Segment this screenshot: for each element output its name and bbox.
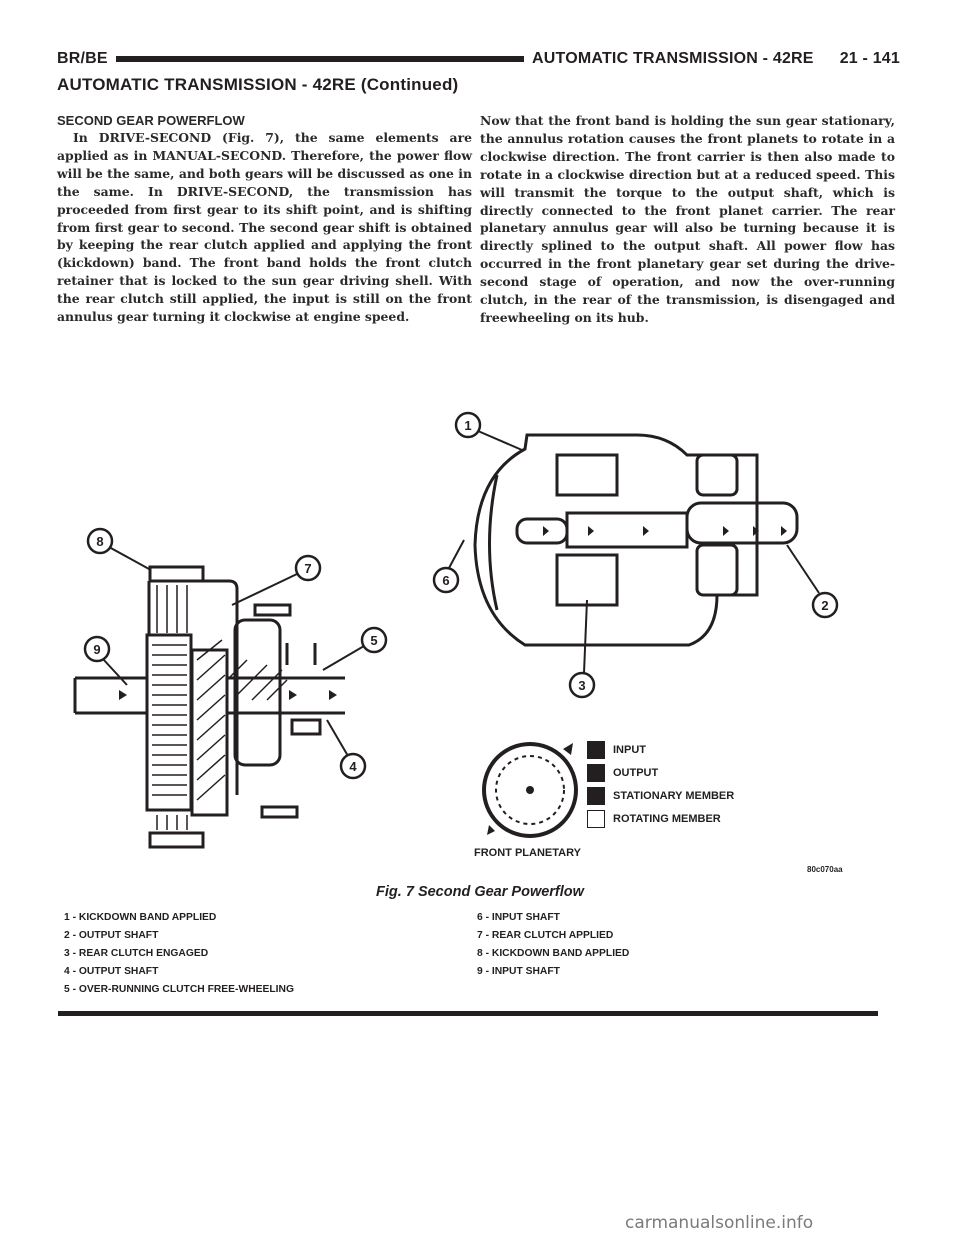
- legend-item-stationary: STATIONARY MEMBER: [587, 784, 734, 807]
- legend-item-rotating: ROTATING MEMBER: [587, 807, 734, 830]
- callout-6: 6: [442, 573, 450, 588]
- text-column-left: [57, 112, 472, 326]
- callout-item: 6 - INPUT SHAFT: [477, 912, 560, 923]
- callout-list-left: [64, 909, 294, 999]
- callout-5: 5: [370, 633, 378, 648]
- callout-4: 4: [349, 759, 357, 774]
- front-planetary-label: FRONT PLANETARY: [474, 847, 581, 859]
- figure-second-gear-powerflow: [57, 395, 897, 875]
- callout-item: 5 - OVER-RUNNING CLUTCH FREE-WHEELING: [64, 984, 294, 995]
- callout-list-right: [477, 909, 629, 981]
- figure-id: 80c070aa: [807, 865, 843, 874]
- legend-swatch-hollow: [587, 810, 605, 828]
- header-section-title: AUTOMATIC TRANSMISSION - 42RE: [532, 50, 814, 67]
- callout-3: 3: [578, 678, 586, 693]
- legend-item-output: OUTPUT: [587, 761, 734, 784]
- paragraph: In DRIVE-SECOND (Fig. 7), the same elements are applied as in MANUAL-SECOND. Therefore, the power flow will be the same, and both gears will be discussed as one in the same. In DRIVE-SECOND, the transmission has proceeded from first gear to its shift point, and is shifting from first gear to second. The second gear shift is obtained by keeping the rear clutch applied and applying the front (kickdown) band. The front band holds the front clutch retainer that is locked to the sun gear driving shell. With the rear clutch still applied, the input is still on the front annulus gear turning it clockwise at engine speed.: [57, 130, 472, 325]
- watermark-link[interactable]: carmanualsonline.info: [625, 1213, 814, 1233]
- legend-swatch-filled: [587, 764, 605, 782]
- text-column-right: [480, 112, 895, 327]
- continued-heading: AUTOMATIC TRANSMISSION - 42RE (Continued): [57, 75, 459, 94]
- callout-item: 7 - REAR CLUTCH APPLIED: [477, 930, 614, 941]
- front-planetary-icon: [475, 735, 595, 845]
- callout-item: 8 - KICKDOWN BAND APPLIED: [477, 948, 630, 959]
- bottom-rule: [58, 1011, 878, 1016]
- callout-8: 8: [96, 534, 104, 549]
- legend-swatch-filled: [587, 787, 605, 805]
- callout-7: 7: [304, 561, 312, 576]
- header-rule: [116, 56, 524, 62]
- figure-legend: [587, 738, 734, 830]
- callout-item: 1 - KICKDOWN BAND APPLIED: [64, 912, 217, 923]
- paragraph: Now that the front band is holding the sun gear stationary, the annulus rotation causes the front planets to rotate in a clockwise direction. The front carrier is then also made to rotate in a clockwise direction but at a reduced speed. This will transmit the torque to the output shaft, which is directly connected to the front planet carrier. The rear planetary annulus gear will also be turning because it is directly splined to the output shaft. All power flow has occurred in the front planetary gear set during the drive-second stage of operation, and now the over-running clutch, in the rear of the transmission, is disengaged and freewheeling on its hub.: [480, 113, 895, 325]
- header-model: BR/BE: [57, 50, 108, 67]
- callout-1: 1: [464, 418, 472, 433]
- page-number: 21 - 141: [839, 50, 900, 67]
- callout-item: 2 - OUTPUT SHAFT: [64, 930, 159, 941]
- legend-swatch-filled: [587, 741, 605, 759]
- callout-2: 2: [821, 598, 829, 613]
- figure-caption: Fig. 7 Second Gear Powerflow: [376, 884, 584, 900]
- callout-9: 9: [93, 642, 101, 657]
- callout-item: 3 - REAR CLUTCH ENGAGED: [64, 948, 209, 959]
- section-title: SECOND GEAR POWERFLOW: [57, 113, 245, 128]
- transmission-cutaway-diagram: [57, 395, 897, 735]
- legend-item-input: INPUT: [587, 738, 734, 761]
- running-header: [57, 48, 900, 70]
- callout-item: 4 - OUTPUT SHAFT: [64, 966, 159, 977]
- callout-item: 9 - INPUT SHAFT: [477, 966, 560, 977]
